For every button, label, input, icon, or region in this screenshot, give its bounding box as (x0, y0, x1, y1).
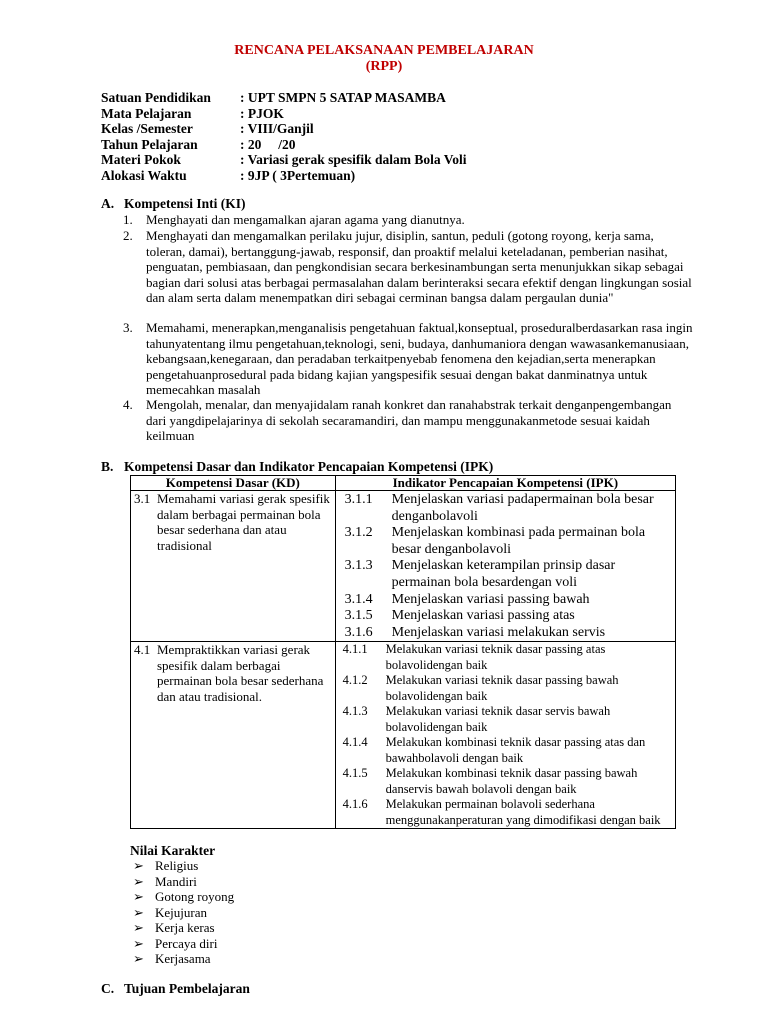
ipk-text: Menjelaskan variasi melakukan servis (391, 624, 606, 640)
list-item (133, 936, 217, 952)
ipk-item (339, 558, 672, 591)
list-item (133, 905, 207, 921)
ipk-item (339, 525, 672, 558)
ipk-number: 4.1.6 (342, 797, 368, 812)
section-letter: A. (101, 196, 115, 211)
identity-value: : VIII/Ganjil (240, 121, 314, 136)
ki-number: 1. (123, 212, 133, 227)
ki-text: Menghayati dan mengamalkan perilaku jujur, disiplin, santun, peduli (gotong royong, kerja sama, toleran, damai), bertanggung-jawab, responsif, dan proaktif melalui keteladanan, pemberian nasihat, penguatan, pembiasaan, dan pengkondisian secara berkesinambungan serta menunjukkan sikap sebagai bagian dari solusi atas berbagai permasalahan dalam berinteraksi secara efektif dengan lingkungan sosial dan alam serta dalam menempatkan diri sebagai cerminan bangsa dalam pergaulan dunia" (146, 228, 692, 305)
ipk-number: 3.1.2 (344, 525, 373, 541)
ipk-number: 3.1.5 (344, 608, 373, 624)
ki-number: 4. (123, 397, 133, 412)
ipk-item (339, 492, 672, 525)
ipk-number: 3.1.1 (344, 492, 373, 507)
ipk-item (339, 608, 672, 625)
ki-text: Mengolah, menalar, dan menyajidalam ranah konkret dan ranahabstrak terkait denganpengembangan dari yangdipelajarinya di sekolah secaramandiri, dan mampu menggunakanmetode sesuai kaidah keilmuan (146, 397, 672, 443)
ipk-cell (335, 642, 675, 829)
arrow-bullet-icon: ➢ (133, 935, 144, 951)
kd-text: Memahami variasi gerak spesifik dalam berbagai permainan bola besar sederhana dan atau tradisional (157, 491, 330, 553)
identity-label: Alokasi Waktu (101, 167, 187, 183)
ipk-item (339, 704, 672, 735)
identity-value: : 9JP ( 3Pertemuan) (240, 167, 356, 183)
document-subtitle: (RPP) (365, 59, 403, 74)
identity-label: Kelas /Semester (101, 121, 193, 136)
section-title: Kompetensi Inti (KI) (124, 196, 246, 211)
kd-cell (131, 491, 336, 642)
ipk-item (339, 797, 672, 828)
kd-number: 3.1 (134, 491, 151, 506)
ipk-text: Melakukan kombinasi teknik dasar passing atas dan bawahbolavoli dengan baik (385, 735, 646, 765)
ipk-number: 4.1.5 (342, 766, 368, 781)
ipk-item (339, 625, 672, 642)
ki-number: 2. (123, 228, 133, 243)
identity-value: : PJOK (240, 105, 284, 121)
ipk-number: 3.1.3 (344, 558, 373, 574)
ki-item (123, 320, 693, 398)
ipk-text: Melakukan variasi teknik dasar passing bawah bolavolidengan baik (385, 673, 619, 703)
arrow-bullet-icon: ➢ (133, 889, 144, 904)
arrow-bullet-icon: ➢ (133, 858, 144, 873)
section-title: Tujuan Pembelajaran (124, 981, 250, 996)
list-item-text: Mandiri (155, 873, 197, 889)
list-item-text: Kerja keras (155, 920, 215, 935)
list-item-text: Percaya diri (155, 935, 218, 951)
identity-label: Tahun Pelajaran (101, 136, 198, 152)
ipk-text: Melakukan kombinasi teknik dasar passing bawah danservis bawah bolavoli dengan baik (385, 766, 638, 796)
kd-number: 4.1 (134, 642, 151, 658)
ipk-item (339, 735, 672, 766)
kd-entry (134, 491, 332, 553)
arrow-bullet-icon: ➢ (133, 904, 144, 920)
ipk-text: Melakukan permainan bolavoli sederhana menggunakanperaturan yang dimodifikasi dengan baik (385, 797, 661, 827)
list-item-text: Gotong royong (155, 889, 235, 904)
ipk-text: Menjelaskan variasi passing atas (391, 608, 575, 624)
identity-label: Materi Pokok (101, 152, 181, 167)
list-item (133, 951, 211, 967)
identity-value: : Variasi gerak spesifik dalam Bola Voli (240, 152, 467, 167)
ki-text: Memahami, menerapkan,menganalisis pengetahuan faktual,konseptual, proseduralberdasarkan rasa ingin tahunyatentang ilmu pengetahuan,teknologi, seni, budaya, danhumaniora dengan wawasankemanusiaan, kebangsaan,kenegaraan, dan peradaban terkaitpenyebab fenomena den kejadian,serta menerapkan pengetahuanprosedural pada bidang kajian yangspesifik sesuai dengan bakat danminatnya untuk memecahkan masalah (146, 320, 693, 397)
kd-ipk-table (130, 475, 676, 829)
kd-text: Mempraktikkan variasi gerak spesifik dalam berbagai permainan bola besar sederhana dan atau tradisional. (157, 642, 324, 704)
list-item-text: Kejujuran (155, 904, 207, 920)
section-letter: B. (101, 459, 114, 474)
ipk-number: 3.1.4 (344, 591, 373, 607)
kd-cell (131, 642, 336, 829)
ipk-text: Melakukan variasi teknik dasar servis bawah bolavolidengan baik (385, 704, 611, 734)
column-header-ipk: Indikator Pencapaian Kompetensi (IPK) (335, 476, 675, 491)
ki-text: Menghayati dan mengamalkan ajaran agama yang dianutnya. (146, 212, 465, 227)
ipk-cell (335, 491, 675, 642)
arrow-bullet-icon: ➢ (133, 873, 144, 889)
ipk-text: Menjelaskan keterampilan prinsip dasar permainan bola besardengan voli (391, 558, 616, 590)
nilai-karakter-title: Nilai Karakter (130, 843, 216, 858)
arrow-bullet-icon: ➢ (133, 951, 144, 966)
ki-item (123, 397, 693, 444)
section-title: Kompetensi Dasar dan Indikator Pencapaian Kompetensi (IPK) (124, 459, 494, 474)
ipk-item (339, 592, 672, 609)
ipk-number: 4.1.2 (342, 673, 368, 688)
list-item (133, 920, 215, 936)
table-row (131, 642, 676, 829)
ipk-text: Menjelaskan kombinasi pada permainan bola besar denganbolavoli (391, 525, 646, 557)
column-header-kd: Kompetensi Dasar (KD) (131, 476, 336, 491)
kd-entry (134, 642, 332, 704)
ipk-number: 4.1.4 (342, 735, 368, 750)
list-item-text: Religius (155, 858, 199, 873)
ki-item (123, 228, 693, 306)
table-row (131, 491, 676, 642)
table-header-row (131, 476, 676, 491)
ipk-item (339, 766, 672, 797)
arrow-bullet-icon: ➢ (133, 920, 144, 935)
ki-item (123, 212, 693, 228)
ipk-item (339, 642, 672, 673)
ipk-text: Menjelaskan variasi passing bawah (391, 591, 590, 607)
identity-label: Mata Pelajaran (101, 105, 192, 121)
list-item-text: Kerjasama (155, 951, 211, 966)
identity-value: : 20 /20 (240, 136, 296, 152)
list-item (133, 858, 198, 874)
section-letter: C. (101, 981, 115, 996)
ipk-text: Melakukan variasi teknik dasar passing atas bolavolidengan baik (385, 642, 606, 672)
ki-number: 3. (123, 320, 133, 335)
ipk-number: 4.1.3 (342, 704, 368, 719)
list-item (133, 889, 234, 905)
ipk-text: Menjelaskan variasi padapermainan bola besar denganbolavoli (391, 492, 654, 524)
identity-label: Satuan Pendidikan (101, 90, 211, 105)
ipk-number: 4.1.1 (342, 642, 368, 657)
list-item (133, 874, 197, 890)
identity-value: : UPT SMPN 5 SATAP MASAMBA (240, 90, 446, 105)
ipk-number: 3.1.6 (344, 624, 373, 640)
document-title: RENCANA PELAKSANAAN PEMBELAJARAN (234, 43, 534, 58)
ipk-item (339, 673, 672, 704)
